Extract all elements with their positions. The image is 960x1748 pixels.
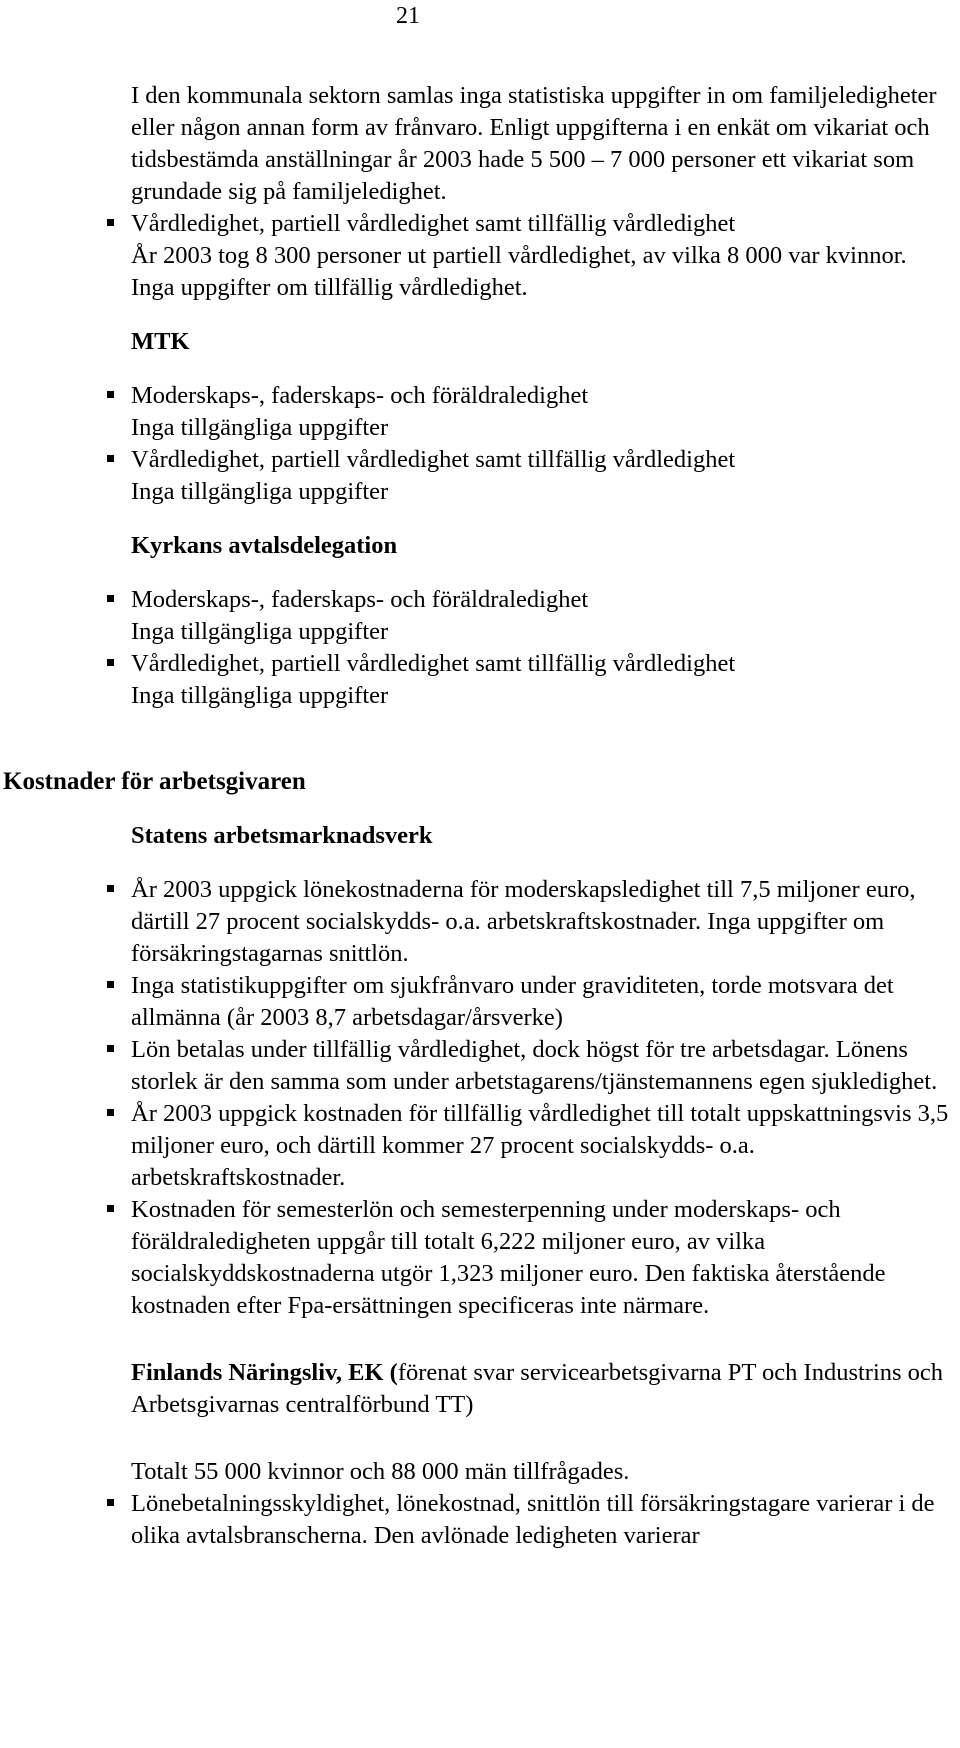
bullet-text: Inga statistikuppgifter om sjukfrånvaro under graviditeten, torde motsvara det allmänna (år 2003 8,7 arbetsdagar/årsverke) — [131, 972, 894, 1031]
costs-subheading: Statens arbetsmarknadsverk — [131, 822, 433, 849]
square-bullet-icon — [107, 885, 114, 892]
bullet-text: Kostnaden för semesterlön och semesterpenning under moderskaps- och föräldraledigheten uppgår till totalt 6,222 miljoner euro, av vilka socialskyddskostnaderna utgör 1,323 miljoner euro. Den faktiska återstående kostnaden efter Fpa-ersättningen specificeras inte närmare. — [131, 1196, 886, 1319]
intro-paragraph: I den kommunala sektorn samlas inga statistiska uppgifter in om familjeledigheter eller någon annan form av frånvaro. Enligt uppgifterna i en enkät om vikariat och tidsbestämda anställningar år 2003 hade 5 500 – 7 000 personer ett vikariat som grundade sig på familjeledighet. — [131, 82, 937, 205]
list-item — [131, 444, 951, 508]
bullet-text: Lön betalas under tillfällig vårdledighet, dock högst för tre arbetsdagar. Lönens storlek är den samma som under arbetstagarens/tjänstemannens egen sjukledighet. — [131, 1036, 938, 1095]
section-heading-mtk: MTK — [131, 328, 190, 355]
list-item — [131, 1488, 951, 1552]
list-item — [131, 1098, 951, 1194]
square-bullet-icon — [107, 595, 114, 602]
square-bullet-icon — [107, 1205, 114, 1212]
bullet-text: Lönebetalningsskyldighet, lönekostnad, snittlön till försäkringstagare varierar i de olika avtalsbranscherna. Den avlönade ledigheten varierar — [131, 1490, 935, 1549]
bullet-title: Moderskaps-, faderskaps- och föräldraledighet — [131, 586, 589, 613]
bullet-text: År 2003 uppgick kostnaden för tillfällig vårdledighet till totalt uppskattningsvis 3,5 miljoner euro, och därtill kommer 27 procent socialskydds- o.a. arbetskraftskostnader. — [131, 1100, 949, 1191]
intro-bullet — [131, 208, 951, 304]
section-heading-kyrkans: Kyrkans avtalsdelegation — [131, 532, 398, 559]
square-bullet-icon — [107, 659, 114, 666]
square-bullet-icon — [107, 219, 114, 226]
ek-heading — [131, 1357, 951, 1421]
square-bullet-icon — [107, 1499, 114, 1506]
bullet-text: År 2003 uppgick lönekostnaderna för moderskapsledighet till 7,5 miljoner euro, därtill 27 procent socialskydds- o.a. arbetskraftskostnader. Inga uppgifter om försäkringstagarnas snittlön. — [131, 876, 916, 967]
square-bullet-icon — [107, 1045, 114, 1052]
document-body — [3, 80, 951, 1552]
bullet-text: Inga tillgängliga uppgifter — [131, 478, 389, 505]
page-number: 21 — [396, 3, 420, 29]
ek-heading-bold: Finlands Näringsliv, EK ( — [131, 1359, 398, 1386]
list-item — [131, 380, 951, 444]
list-item — [131, 1194, 951, 1322]
square-bullet-icon — [107, 455, 114, 462]
ek-heading-rest: förenat svar servicearbetsgivarna PT och Industrins och Arbetsgivarnas centralförbund TT) — [131, 1359, 944, 1418]
bullet-title: Vårdledighet, partiell vårdledighet samt tillfällig vårdledighet — [131, 650, 736, 677]
list-item — [131, 874, 951, 970]
bullet-text: År 2003 tog 8 300 personer ut partiell vårdledighet, av vilka 8 000 var kvinnor. Inga uppgifter om tillfällig vårdledighet. — [131, 242, 907, 301]
list-item — [131, 1034, 951, 1098]
ek-total: Totalt 55 000 kvinnor och 88 000 män tillfrågades. — [131, 1458, 630, 1485]
list-item — [131, 648, 951, 712]
bullet-text: Inga tillgängliga uppgifter — [131, 414, 389, 441]
bullet-title: Vårdledighet, partiell vårdledighet samt tillfällig vårdledighet — [131, 210, 736, 237]
bullet-text: Inga tillgängliga uppgifter — [131, 618, 389, 645]
bullet-text: Inga tillgängliga uppgifter — [131, 682, 389, 709]
list-item — [131, 584, 951, 648]
costs-heading: Kostnader för arbetsgivaren — [3, 768, 306, 795]
list-item — [131, 970, 951, 1034]
square-bullet-icon — [107, 391, 114, 398]
bullet-title: Vårdledighet, partiell vårdledighet samt tillfällig vårdledighet — [131, 446, 736, 473]
bullet-title: Moderskaps-, faderskaps- och föräldraledighet — [131, 382, 589, 409]
square-bullet-icon — [107, 981, 114, 988]
square-bullet-icon — [107, 1109, 114, 1116]
